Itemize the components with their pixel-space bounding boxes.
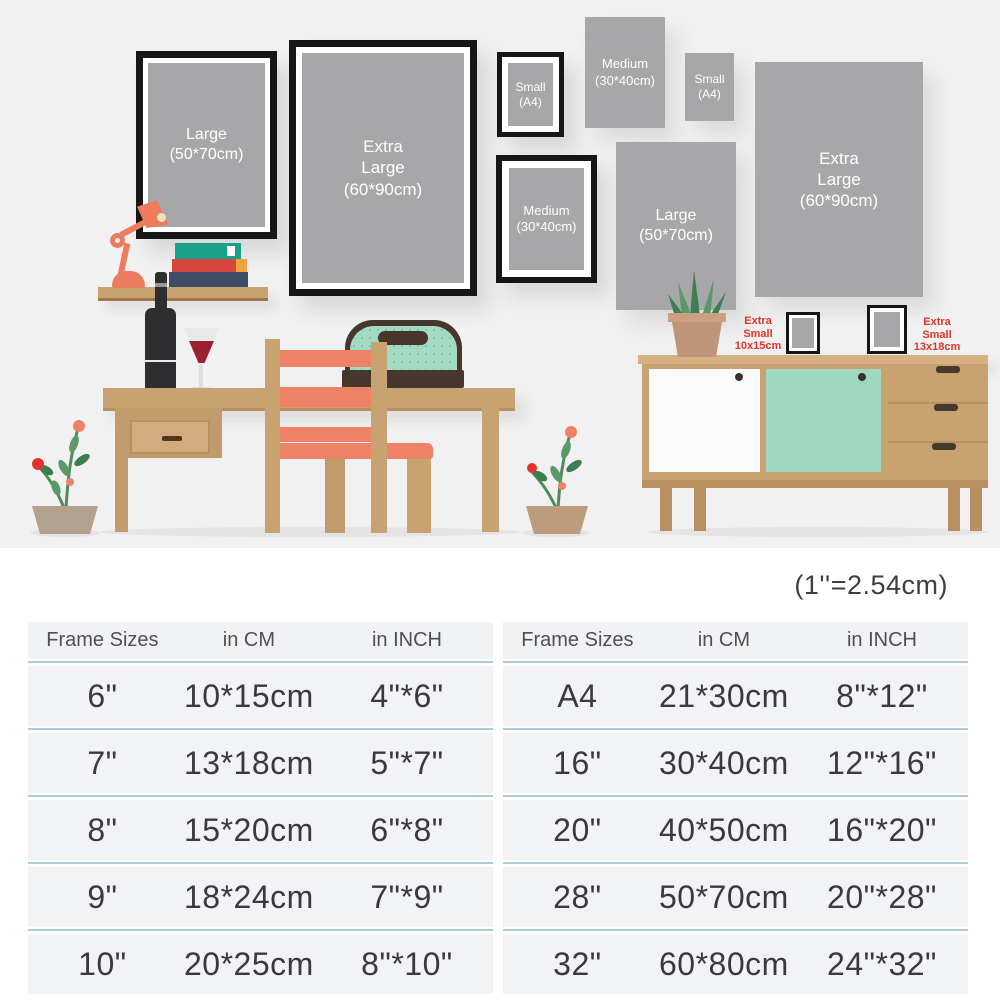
wall-print-extra-large-right	[755, 62, 923, 297]
table-cell: 20*25cm	[183, 945, 314, 982]
frame-size-label: Small (A4)	[515, 79, 546, 109]
extra-small-size-label: Extra Small 13x18cm	[913, 316, 961, 354]
book-navy	[169, 272, 248, 287]
row-divider	[28, 927, 493, 934]
table-row	[503, 733, 968, 793]
table-cell: 18*24cm	[183, 878, 314, 915]
table-cell: A4	[557, 677, 598, 714]
table-cell: 28"	[553, 878, 602, 915]
frame-extra-small-13x18	[867, 305, 907, 354]
wall-shelf	[98, 287, 268, 301]
desk-leg	[482, 408, 499, 532]
frame-size-label: Small (A4)	[694, 72, 725, 101]
chair-slat	[272, 387, 378, 407]
frame-size-label: Medium (30*40cm)	[595, 56, 655, 88]
row-divider	[503, 726, 968, 733]
table-cell: 7"*9"	[370, 878, 444, 915]
chair-slat	[272, 427, 378, 442]
frame-size-label: Medium (30*40cm)	[516, 202, 577, 234]
frame-photo	[302, 53, 464, 283]
chair-leg	[325, 459, 345, 533]
chair-seat	[278, 443, 433, 459]
chair-back-post	[265, 339, 280, 533]
table-row	[28, 733, 493, 793]
table-cell: 16"*20"	[827, 811, 937, 848]
row-divider	[28, 860, 493, 867]
desk-lamp-bulb	[157, 213, 166, 222]
chair-leg	[407, 459, 431, 533]
book-label	[227, 246, 235, 256]
wall-frame-small-a4	[497, 52, 564, 137]
table-cell: 50*70cm	[658, 878, 789, 915]
row-divider	[503, 860, 968, 867]
sideboard-door-white	[649, 369, 760, 472]
table-cell: 6"*8"	[370, 811, 444, 848]
chair-slat	[272, 350, 378, 367]
table-cell: 4"*6"	[370, 677, 444, 714]
desk-lamp-joint	[110, 233, 125, 248]
size-table-left	[28, 622, 493, 994]
wine-in-glass	[189, 341, 214, 363]
extra-small-size-label: Extra Small 10x15cm	[734, 315, 782, 353]
row-divider	[503, 927, 968, 934]
table-cell: 9"	[87, 878, 118, 915]
row-divider	[503, 793, 968, 800]
table-cell: 60*80cm	[658, 945, 789, 982]
sideboard-leg	[970, 480, 982, 531]
frame-size-label: Extra Large (60*90cm)	[343, 137, 423, 199]
table-cell: 20"*28"	[827, 878, 937, 915]
frame-photo	[792, 318, 814, 348]
table-cell: 16"	[553, 744, 602, 781]
shadow	[100, 527, 520, 537]
column-header: Frame Sizes	[46, 629, 159, 651]
drawer-handle	[936, 366, 960, 373]
frame-photo	[509, 168, 584, 270]
column-header: in INCH	[371, 629, 442, 651]
wine-bottle-band	[155, 283, 167, 287]
sideboard-leg	[948, 480, 960, 531]
table-cell: 10"	[78, 945, 127, 982]
table-cell: 20"	[553, 811, 602, 848]
floor-plant-right	[518, 418, 596, 536]
table-header-row	[503, 622, 968, 659]
frame-photo	[148, 63, 265, 227]
frame-size-label: Extra Large (60*90cm)	[799, 148, 879, 211]
book-edge	[236, 259, 247, 272]
drawer-handle	[934, 404, 958, 411]
wall-frame-medium	[496, 155, 597, 283]
frame-photo	[874, 312, 900, 347]
door-knob	[858, 373, 866, 381]
table-cell: 8"*10"	[361, 945, 453, 982]
sideboard-leg	[694, 480, 706, 531]
row-divider	[28, 793, 493, 800]
size-table-right	[503, 622, 968, 994]
column-header: in CM	[697, 629, 750, 651]
table-cell: 15*20cm	[183, 811, 314, 848]
table-row	[28, 934, 493, 994]
table-cell: 8"	[87, 811, 118, 848]
potted-plant	[664, 264, 730, 358]
table-row	[28, 800, 493, 860]
inch-cm-conversion-note: (1''=2.54cm)	[794, 570, 948, 600]
wine-bottle	[145, 308, 176, 390]
frame-extra-small-10x15	[786, 312, 820, 354]
sideboard-door-mint	[766, 369, 881, 472]
wine-bottle-label-line	[145, 360, 176, 362]
row-divider	[503, 659, 968, 666]
wine-glass-stem	[199, 365, 203, 388]
table-row	[503, 666, 968, 726]
desk-lamp-base	[112, 271, 145, 288]
table-cell: 7"	[87, 744, 118, 781]
desk-drawer-handle	[162, 436, 182, 441]
wall-print-medium-top	[585, 17, 665, 128]
row-divider	[28, 726, 493, 733]
desk-leg	[115, 458, 128, 532]
table-cell: 12"*16"	[827, 744, 937, 781]
table-cell: 24"*32"	[827, 945, 937, 982]
table-cell: 6"	[87, 677, 118, 714]
door-knob	[735, 373, 743, 381]
table-cell: 5"*7"	[370, 744, 444, 781]
table-cell: 13*18cm	[183, 744, 314, 781]
wall-print-small-a4	[685, 53, 734, 121]
column-header: in INCH	[846, 629, 917, 651]
wall-frame-extra-large-left	[289, 40, 477, 296]
table-row	[503, 867, 968, 927]
table-row	[28, 666, 493, 726]
column-header: Frame Sizes	[521, 629, 634, 651]
bag-base	[342, 370, 464, 388]
chair-back-post	[371, 342, 387, 533]
drawer-handle	[932, 443, 956, 450]
frame-photo	[508, 63, 553, 126]
floor-plant-left	[26, 408, 104, 536]
table-cell: 30*40cm	[658, 744, 789, 781]
row-divider	[28, 659, 493, 666]
sideboard-leg	[660, 480, 672, 531]
table-cell: 40*50cm	[658, 811, 789, 848]
column-header: in CM	[222, 629, 275, 651]
table-header-row	[28, 622, 493, 659]
table-cell: 32"	[553, 945, 602, 982]
frame-size-label: Large (50*70cm)	[639, 207, 713, 244]
table-row	[28, 867, 493, 927]
frame-size-label: Large (50*70cm)	[169, 126, 244, 163]
table-cell: 10*15cm	[183, 677, 314, 714]
table-row	[503, 934, 968, 994]
table-cell: 8"*12"	[836, 677, 928, 714]
table-cell: 21*30cm	[658, 677, 789, 714]
table-row	[503, 800, 968, 860]
